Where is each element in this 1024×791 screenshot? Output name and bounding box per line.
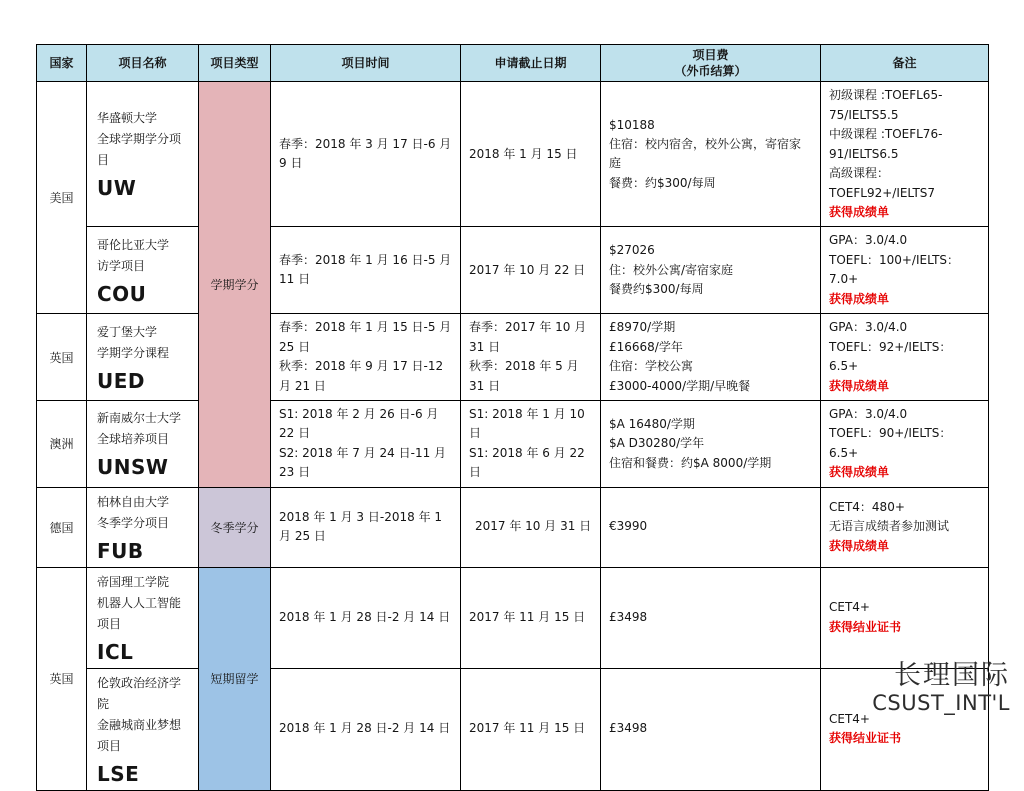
table-row bbox=[37, 487, 989, 567]
fee-line: 住宿：学校公寓 bbox=[609, 359, 694, 374]
fee-line: $10188 bbox=[609, 117, 655, 132]
name-line: 新南威尔士大学 bbox=[97, 411, 182, 426]
time-cell bbox=[271, 82, 461, 227]
remark-line: CET4+ bbox=[829, 711, 870, 726]
remark-line: TOEFL：100+/IELTS：7.0+ bbox=[829, 252, 960, 287]
time-line: 春季：2018 年 1 月 15 日-5 月 25 日 bbox=[279, 320, 452, 354]
remark-line: GPA：3.0/4.0 bbox=[829, 406, 908, 421]
remark-cell bbox=[821, 227, 989, 314]
program-code: UNSW bbox=[97, 455, 169, 480]
country-cell: 德国 bbox=[37, 487, 87, 567]
remark-line: CET4：480+ bbox=[829, 500, 905, 515]
logo-title: 长理国际 bbox=[894, 659, 1010, 691]
program-code: LSE bbox=[97, 761, 140, 786]
fee-line: 住：校外公寓/寄宿家庭 bbox=[609, 262, 734, 277]
fee-line: £3498 bbox=[609, 721, 648, 736]
time-line: 秋季：2018 年 9 月 17 日-12 月 21 日 bbox=[279, 359, 444, 393]
remark-highlight: 获得成绩单 bbox=[829, 205, 890, 219]
fee-line: 餐费约$300/每周 bbox=[609, 282, 704, 297]
remark-line: TOEFL：92+/IELTS：6.5+ bbox=[829, 339, 952, 374]
name-line: 学期学分课程 bbox=[97, 345, 170, 360]
remark-line: GPA：3.0/4.0 bbox=[829, 320, 908, 335]
remark-highlight: 获得成绩单 bbox=[829, 465, 890, 480]
fee-cell bbox=[601, 487, 821, 567]
name-line: 爱丁堡大学 bbox=[97, 324, 158, 339]
remark-line: 无语言成绩者参加测试 bbox=[829, 519, 950, 534]
time-cell bbox=[271, 567, 461, 668]
program-code: UED bbox=[97, 368, 146, 393]
table-row bbox=[37, 314, 989, 401]
header-fee-line2: （外币结算） bbox=[674, 64, 747, 79]
name-cell bbox=[87, 82, 199, 227]
header-country: 国家 bbox=[37, 45, 87, 82]
remark-cell bbox=[821, 487, 989, 567]
remark-line: 中级课程 :TOEFL76-91/IELTS6.5 bbox=[829, 127, 943, 161]
remark-highlight: 获得成绩单 bbox=[829, 291, 890, 306]
logo bbox=[872, 660, 1010, 716]
deadline-cell bbox=[461, 668, 601, 790]
country-cell: 英国 bbox=[37, 314, 87, 401]
remark-line: TOEFL：90+/IELTS：6.5+ bbox=[829, 426, 952, 460]
remark-line: 高级课程：TOEFL92+/IELTS7 bbox=[829, 166, 936, 200]
time-line: 2018 年 1 月 28 日-2 月 14 日 bbox=[279, 721, 451, 736]
program-code: COU bbox=[97, 281, 147, 306]
time-line: 春季：2018 年 3 月 17 日-6 月 9 日 bbox=[279, 136, 452, 171]
name-line: 金融城商业梦想项目 bbox=[97, 717, 182, 753]
country-cell: 英国 bbox=[37, 567, 87, 790]
fee-line: 住宿：校内宿舍，校外公寓，寄宿家庭 bbox=[609, 136, 802, 171]
name-cell bbox=[87, 487, 199, 567]
header-fee-line1: 项目费 bbox=[692, 48, 729, 62]
name-line: 全球学期学分项目 bbox=[97, 132, 182, 168]
time-line: 2018 年 1 月 3 日-2018 年 1 月 25 日 bbox=[279, 509, 443, 544]
fee-line: £8970/学期 bbox=[609, 320, 676, 335]
name-line: 机器人人工智能项目 bbox=[97, 595, 182, 631]
deadline-line: 秋季：2018 年 5 月 31 日 bbox=[469, 359, 579, 393]
type-cell: 冬季学分 bbox=[199, 487, 271, 567]
deadline-cell bbox=[461, 400, 601, 487]
remark-cell bbox=[821, 82, 989, 227]
deadline-line: 2017 年 11 月 15 日 bbox=[469, 721, 586, 736]
remark-cell bbox=[821, 400, 989, 487]
name-cell bbox=[87, 668, 199, 790]
programs-table bbox=[36, 44, 989, 791]
deadline-line: S1: 2018 年 6 月 22 日 bbox=[469, 445, 585, 480]
time-cell bbox=[271, 668, 461, 790]
fee-line: $A D30280/学年 bbox=[609, 436, 705, 451]
fee-line: £16668/学年 bbox=[609, 339, 683, 354]
deadline-cell bbox=[461, 567, 601, 668]
program-code: UW bbox=[97, 176, 137, 201]
name-line: 华盛顿大学 bbox=[97, 111, 158, 126]
header-type: 项目类型 bbox=[199, 45, 271, 82]
name-cell bbox=[87, 314, 199, 401]
time-line: S2: 2018 年 7 月 24 日-11 月 23 日 bbox=[279, 445, 447, 480]
fee-cell bbox=[601, 314, 821, 401]
fee-line: £3498 bbox=[609, 609, 648, 624]
fee-line: €3990 bbox=[609, 519, 648, 534]
table-row bbox=[37, 400, 989, 487]
time-cell bbox=[271, 487, 461, 567]
fee-line: $A 16480/学期 bbox=[609, 416, 695, 431]
name-cell bbox=[87, 400, 199, 487]
program-code: ICL bbox=[97, 639, 134, 664]
fee-line: $27026 bbox=[609, 243, 655, 258]
name-line: 伦敦政治经济学院 bbox=[97, 675, 182, 711]
name-line: 哥伦比亚大学 bbox=[97, 237, 170, 252]
deadline-line: S1: 2018 年 1 月 10 日 bbox=[469, 406, 585, 441]
deadline-line: 春季：2017 年 10 月 31 日 bbox=[469, 320, 587, 354]
remark-line: GPA：3.0/4.0 bbox=[829, 233, 908, 248]
header-time: 项目时间 bbox=[271, 45, 461, 82]
table-row bbox=[37, 668, 989, 790]
name-line: 帝国理工学院 bbox=[97, 574, 170, 589]
time-line: 春季：2018 年 1 月 16 日-5 月 11 日 bbox=[279, 252, 452, 287]
remark-line: CET4+ bbox=[829, 600, 870, 615]
name-cell bbox=[87, 567, 199, 668]
name-line: 冬季学分项目 bbox=[97, 515, 170, 530]
header-name: 项目名称 bbox=[87, 45, 199, 82]
type-cell: 短期留学 bbox=[199, 567, 271, 790]
header-row bbox=[37, 45, 989, 82]
time-cell bbox=[271, 400, 461, 487]
fee-line: 住宿和餐费：约$A 8000/学期 bbox=[609, 455, 772, 470]
remark-highlight: 获得成绩单 bbox=[829, 378, 890, 393]
country-cell: 美国 bbox=[37, 82, 87, 314]
logo-subtitle: CSUST_INT'L bbox=[872, 690, 1010, 715]
header-remark: 备注 bbox=[821, 45, 989, 82]
name-line: 柏林自由大学 bbox=[97, 494, 170, 509]
fee-line: £3000-4000/学期/早晚餐 bbox=[609, 378, 751, 393]
time-line: S1: 2018 年 2 月 26 日-6 月 22 日 bbox=[279, 406, 439, 441]
remark-cell bbox=[821, 567, 989, 668]
fee-cell bbox=[601, 567, 821, 668]
fee-line: 餐费：约$300/每周 bbox=[609, 175, 716, 190]
deadline-line: 2017 年 11 月 15 日 bbox=[469, 609, 586, 624]
table-row bbox=[37, 567, 989, 668]
country-cell: 澳洲 bbox=[37, 400, 87, 487]
deadline-line: 2017 年 10 月 31 日 bbox=[475, 519, 592, 534]
remark-highlight: 获得成绩单 bbox=[829, 538, 890, 553]
table-row bbox=[37, 82, 989, 227]
program-code: FUB bbox=[97, 538, 144, 563]
name-line: 全球培养项目 bbox=[97, 432, 170, 447]
time-cell bbox=[271, 314, 461, 401]
deadline-cell bbox=[461, 487, 601, 567]
fee-cell bbox=[601, 82, 821, 227]
header-deadline: 申请截止日期 bbox=[461, 45, 601, 82]
fee-cell bbox=[601, 668, 821, 790]
remark-cell bbox=[821, 314, 989, 401]
name-line: 访学项目 bbox=[97, 258, 146, 273]
type-cell: 学期学分 bbox=[199, 82, 271, 487]
remark-highlight: 获得结业证书 bbox=[829, 731, 902, 746]
name-cell bbox=[87, 227, 199, 314]
table-row bbox=[37, 227, 989, 314]
header-fee bbox=[601, 45, 821, 82]
deadline-cell bbox=[461, 314, 601, 401]
deadline-line: 2018 年 1 月 15 日 bbox=[469, 146, 578, 161]
remark-line: 初级课程 :TOEFL65-75/IELTS5.5 bbox=[829, 88, 943, 122]
time-cell bbox=[271, 227, 461, 314]
deadline-cell bbox=[461, 227, 601, 314]
time-line: 2018 年 1 月 28 日-2 月 14 日 bbox=[279, 609, 451, 624]
deadline-line: 2017 年 10 月 22 日 bbox=[469, 262, 586, 277]
remark-highlight: 获得结业证书 bbox=[829, 619, 902, 634]
deadline-cell bbox=[461, 82, 601, 227]
fee-cell bbox=[601, 400, 821, 487]
fee-cell bbox=[601, 227, 821, 314]
